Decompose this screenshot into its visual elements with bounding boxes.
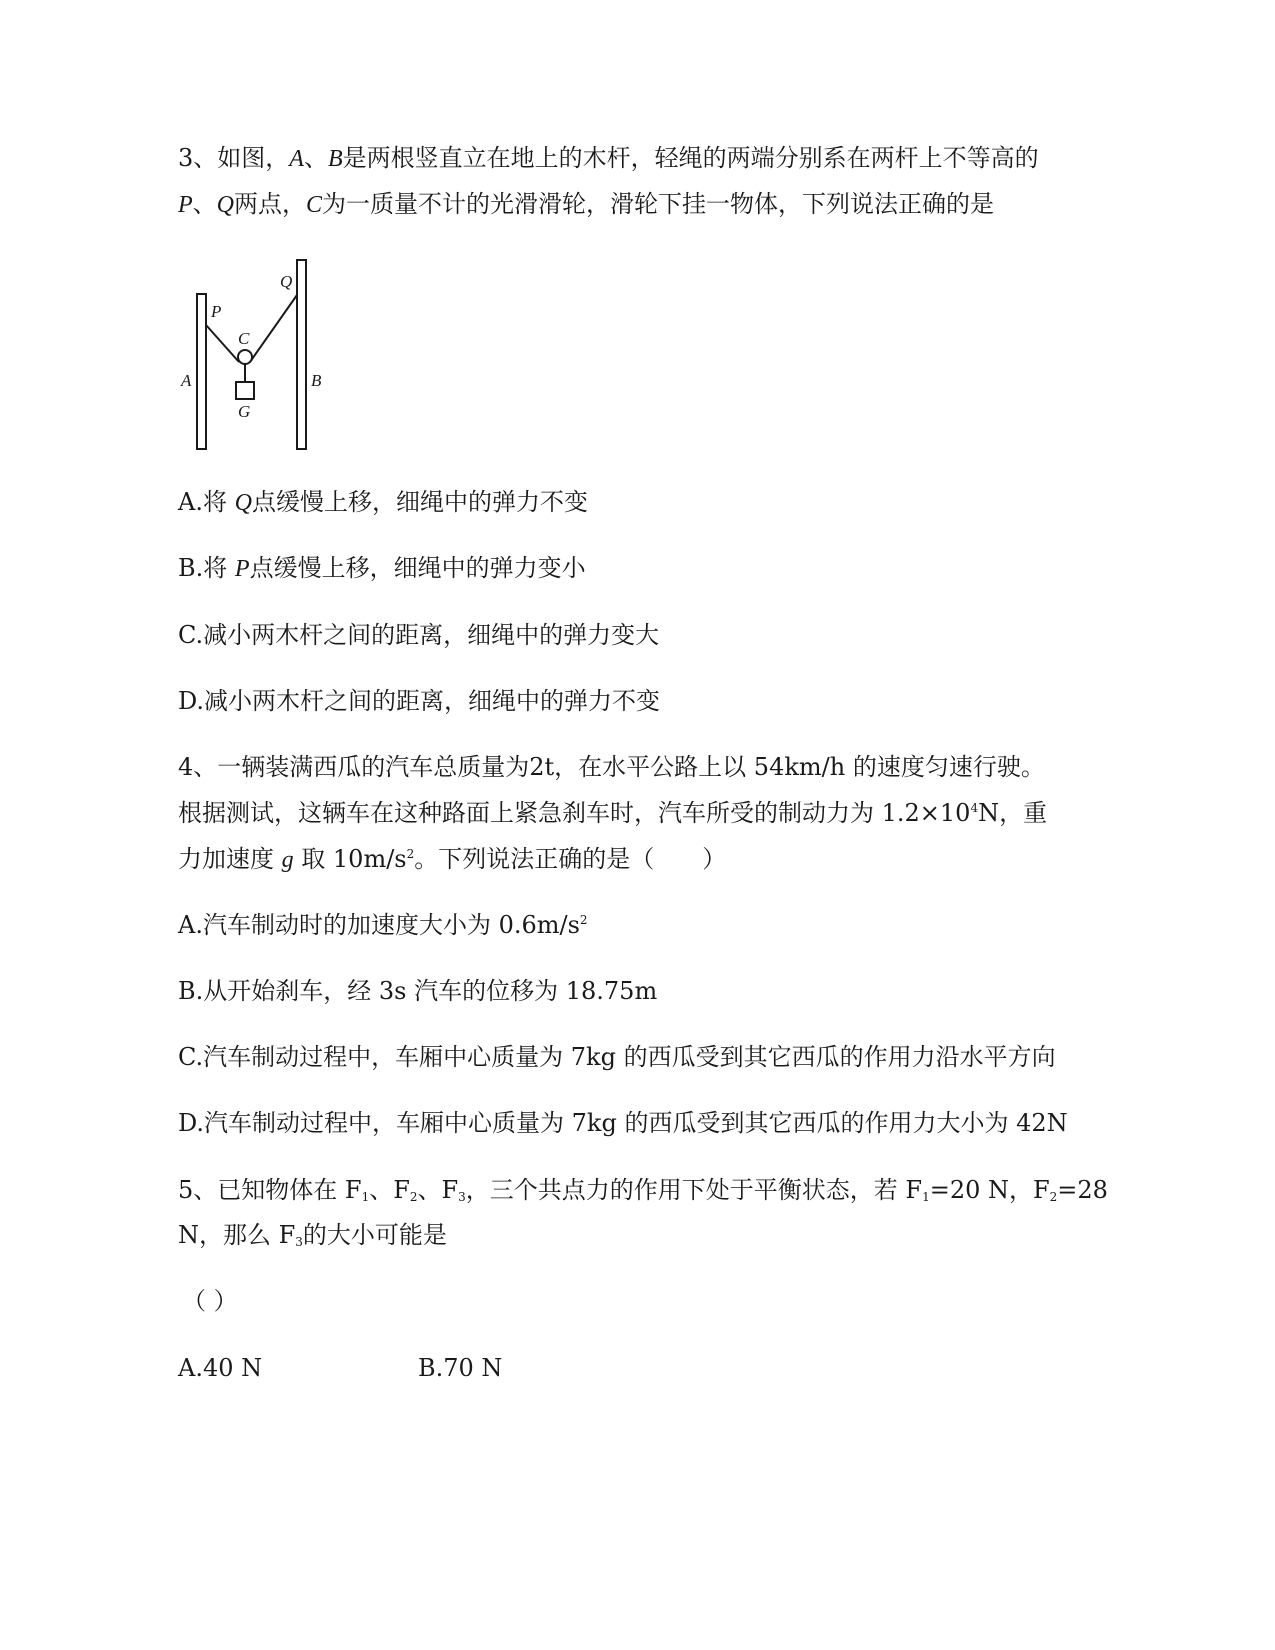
q5-stem-text: =20 N，F xyxy=(929,1176,1050,1204)
q4-stem-text: 力加速度 xyxy=(178,845,274,873)
subscript: 2 xyxy=(409,1190,418,1204)
pulley-c xyxy=(238,350,252,364)
q5-stem-text: =28 xyxy=(1057,1176,1108,1204)
q5-stem-text: 5、已知物体在 F xyxy=(178,1176,362,1204)
q4-stem-line1: 4、一辆装满西瓜的汽车总质量为2t，在水平公路上以 54km/h 的速度匀速行驶。 xyxy=(178,753,1045,781)
option-var: P xyxy=(234,556,250,582)
option-var: Q xyxy=(234,490,252,516)
option-text: A.汽车制动时的加速度大小为 0.6m/s xyxy=(178,911,580,939)
q3-option-b xyxy=(178,552,1075,585)
q5-stem-text: 、F xyxy=(369,1176,410,1204)
q4-stem-text: 根据测试，这辆车在这种路面上紧急刹车时，汽车所受的制动力为 1.2×10 xyxy=(178,799,971,827)
q4-option-d: D.汽车制动过程中，车厢中心质量为 7kg 的西瓜受到其它西瓜的作用力大小为 42N xyxy=(178,1109,1068,1137)
var-a: A xyxy=(289,146,304,172)
separator: 、 xyxy=(192,190,217,218)
pulley-diagram xyxy=(170,250,340,460)
subscript: 1 xyxy=(922,1190,930,1204)
q5-stem-line2 xyxy=(178,1219,1075,1251)
q5-option-b: B.70 N xyxy=(418,1354,503,1382)
label-a: A xyxy=(181,371,192,390)
q5-options-row xyxy=(178,1352,1075,1384)
var-q: Q xyxy=(216,192,235,218)
var-g: g xyxy=(281,847,294,873)
q5-stem-text: 、F xyxy=(417,1176,459,1204)
option-text: 点缓慢上移，细绳中的弹力不变 xyxy=(251,488,588,516)
q4-stem-line3 xyxy=(178,843,1075,876)
rope-right xyxy=(250,295,297,362)
subscript: 3 xyxy=(458,1190,466,1204)
pole-b xyxy=(297,260,306,449)
q4-option-c: C.汽车制动过程中，车厢中心质量为 7kg 的西瓜受到其它西瓜的作用力沿水平方向 xyxy=(178,1043,1056,1071)
rope-left xyxy=(206,325,239,362)
var-c: C xyxy=(306,192,323,218)
separator: 、 xyxy=(303,144,328,172)
label-g: G xyxy=(238,402,251,421)
q3-stem-text: 为一质量不计的光滑滑轮，滑轮下挂一物体，下列说法正确的是 xyxy=(322,190,995,218)
q5-option-a: A.40 N xyxy=(178,1354,263,1382)
label-b: B xyxy=(311,371,322,390)
q4-option-b: B.从开始刹车，经 3s 汽车的位移为 18.75m xyxy=(178,977,658,1005)
q3-stem-text: 是两根竖直立在地上的木杆，轻绳的两端分别系在两杆上不等高的 xyxy=(342,144,1039,172)
q3-option-d: D.减小两木杆之间的距离，细绳中的弹力不变 xyxy=(178,687,661,715)
superscript: 4 xyxy=(970,801,979,815)
q4-stem-text: N，重 xyxy=(978,799,1048,827)
q3-option-a xyxy=(178,486,1075,519)
q5-stem-text: 的大小可能是 xyxy=(302,1221,447,1249)
q5-stem-text: N，那么 F xyxy=(178,1221,296,1249)
q5-answer-paren: （ ） xyxy=(182,1287,238,1315)
q4-stem-text: 。下列说法正确的是（ ） xyxy=(414,845,727,873)
option-text: B.将 xyxy=(178,554,228,582)
subscript: 2 xyxy=(1049,1190,1058,1204)
q4-stem-line2 xyxy=(178,797,1075,829)
weight-g xyxy=(236,382,254,399)
q3-stem-line1 xyxy=(178,142,1075,175)
pole-a xyxy=(197,294,206,449)
label-c: C xyxy=(238,329,250,348)
q5-stem-text: ，三个共点力的作用下处于平衡状态，若 F xyxy=(465,1176,923,1204)
q4-stem-text: 取 10m/s xyxy=(301,845,407,873)
superscript: 2 xyxy=(406,847,415,861)
subscript: 1 xyxy=(361,1190,370,1204)
q3-stem-text: 3、如图， xyxy=(178,144,290,172)
option-text: A.将 xyxy=(178,488,227,516)
q3-stem-text: 两点， xyxy=(234,190,307,218)
q5-stem-line1 xyxy=(178,1174,1108,1206)
var-p: P xyxy=(178,192,193,218)
var-b: B xyxy=(327,146,343,172)
superscript: 2 xyxy=(579,913,588,927)
label-p: P xyxy=(211,302,222,321)
label-q: Q xyxy=(280,272,293,291)
q3-stem-line2 xyxy=(178,188,1075,221)
option-text: 点缓慢上移，细绳中的弹力变小 xyxy=(249,554,586,582)
subscript: 3 xyxy=(295,1235,303,1249)
q3-option-c: C.减小两木杆之间的距离，细绳中的弹力变大 xyxy=(178,621,660,649)
q4-option-a xyxy=(178,909,1075,941)
